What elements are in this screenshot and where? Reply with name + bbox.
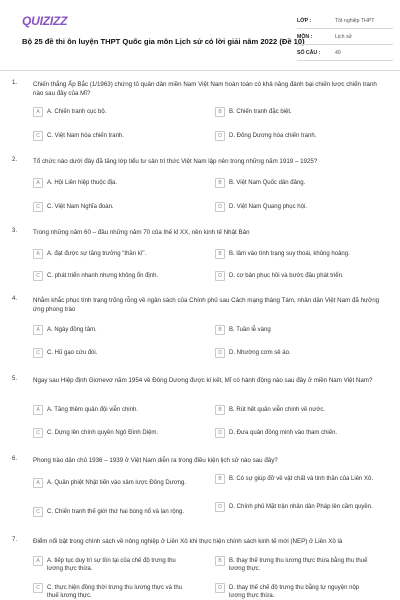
option-a[interactable]	[33, 557, 193, 573]
option-letter-box: D	[215, 502, 225, 512]
option-text: A. đạt được sự tăng trưởng "thần kì".	[47, 251, 147, 257]
option-c[interactable]	[33, 272, 193, 281]
option-b[interactable]	[215, 179, 375, 188]
meta-label: MÔN :	[297, 33, 313, 40]
option-text: D. Nhường cơm sẻ áo.	[229, 350, 291, 356]
option-d[interactable]	[215, 272, 375, 281]
option-a[interactable]	[33, 326, 193, 335]
option-letter-box: D	[215, 428, 225, 438]
option-letter-box: C	[33, 583, 43, 593]
question-text: Chiến thắng Ấp Bắc (1/1963) chứng tỏ quân dân miền Nam Việt Nam hoàn toàn có khả năng đánh bại chiến lược chiến tranh nào sau đây của Mĩ?	[33, 81, 377, 97]
question-text: Phong trào dân chủ 1936 – 1939 ở Việt Nam diễn ra trong điều kiện lịch sử nào sau đây?	[33, 457, 278, 464]
meta-row-question-count	[297, 45, 393, 61]
option-a[interactable]	[33, 406, 193, 415]
option-letter-box: B	[215, 249, 225, 259]
header	[0, 0, 400, 70]
option-letter-box: C	[33, 348, 43, 358]
option-b[interactable]	[215, 475, 375, 484]
option-a[interactable]	[33, 108, 193, 117]
option-text: C. Chiến tranh thế giới thứ hai bùng nổ và lan rộng.	[47, 509, 185, 515]
option-letter-box: A	[33, 178, 43, 188]
option-letter-box: D	[215, 271, 225, 281]
option-text: B. lâm vào tình trạng suy thoái, khủng hoảng.	[229, 251, 350, 257]
question-number: 4.	[12, 296, 18, 302]
option-text: C. phát triển nhanh nhưng không ổn định.	[47, 273, 159, 279]
option-text: D. Đưa quân đồng minh vào tham chiến.	[229, 430, 338, 436]
option-text: A. Hội Liên hiệp thuộc địa.	[47, 180, 118, 186]
question-number: 7.	[12, 537, 18, 543]
option-text: B. Tuần lễ vàng	[229, 327, 271, 333]
option-d[interactable]	[215, 349, 375, 358]
question-text: Tổ chức nào dưới đây đã tăng lớp tiểu tư sản trí thức Việt Nam lập nên trong những năm 1919 – 1925?	[33, 158, 318, 165]
option-text: A. Ngày đồng tâm.	[47, 327, 97, 333]
option-letter-box: C	[33, 202, 43, 212]
option-b[interactable]	[215, 406, 375, 415]
meta-label: LỚP :	[297, 17, 312, 24]
option-b[interactable]	[215, 250, 375, 259]
option-text: A. tiếp tục duy trì sự tồn tại của chế độ trưng thu lương thực thừa.	[47, 558, 176, 572]
option-d[interactable]	[215, 503, 375, 512]
option-text: C. Việt Nam Nghĩa đoàn.	[47, 204, 114, 210]
option-letter-box: D	[215, 583, 225, 593]
meta-value: Lịch sử	[335, 33, 353, 40]
option-d[interactable]	[215, 203, 375, 212]
question-number: 5.	[12, 376, 18, 382]
option-b[interactable]	[215, 326, 375, 335]
option-c[interactable]	[33, 203, 193, 212]
option-letter-box: C	[33, 131, 43, 141]
option-d[interactable]	[215, 429, 375, 438]
meta-row-class	[297, 13, 393, 29]
document-title: Bộ 25 đề thi ôn luyện THPT Quốc gia môn Lịch sử có lời giải năm 2022 (Đề 10)	[22, 37, 305, 46]
header-divider	[0, 70, 400, 71]
option-letter-box: C	[33, 271, 43, 281]
option-text: A. Chiến tranh cục bộ.	[47, 109, 107, 115]
option-text: C. Hũ gạo cứu đói.	[47, 350, 98, 356]
option-c[interactable]	[33, 584, 193, 600]
question-text: Ngay sau Hiệp định Giơnevơ năm 1954 về Đông Dương được kí kết, Mĩ có hành động nào sau đây ở miền Nam Việt Nam?	[33, 377, 373, 384]
option-text: D. Chính phủ Mặt trận nhân dân Pháp lên cầm quyền.	[229, 504, 373, 510]
option-letter-box: A	[33, 478, 43, 488]
option-text: D. Đông Dương hóa chiến tranh.	[229, 133, 317, 139]
question-number: 3.	[12, 228, 18, 234]
question-text: Trong những năm 60 – đầu những năm 70 của thế kỉ XX, nền kinh tế Nhật Bản	[33, 229, 250, 236]
meta-row-subject	[297, 29, 393, 45]
option-letter-box: A	[33, 405, 43, 415]
quizizz-logo: QUIZIZZ	[22, 14, 68, 28]
option-text: C. thực hiện đồng thời trưng thu lương thực và thu thuế lương thực.	[47, 585, 183, 599]
option-a[interactable]	[33, 479, 193, 488]
option-letter-box: A	[33, 249, 43, 259]
meta-panel	[297, 13, 393, 61]
question-number: 1.	[12, 80, 18, 86]
option-text: C. Việt Nam hóa chiến tranh.	[47, 133, 124, 139]
option-d[interactable]	[215, 584, 375, 600]
option-text: D. Việt Nam Quang phục hội.	[229, 204, 307, 210]
question-number: 2.	[12, 157, 18, 163]
option-d[interactable]	[215, 132, 375, 141]
question-text: Nhằm khắc phục tình trạng trống rỗng về ngân sách của Chính phủ sau Cách mạng tháng Tám, nhân dân Việt Nam đã hưởng ứng phong trào	[33, 297, 380, 313]
meta-value: Tốt nghiệp THPT	[335, 17, 375, 24]
option-letter-box: D	[215, 348, 225, 358]
option-letter-box: D	[215, 131, 225, 141]
option-a[interactable]	[33, 179, 193, 188]
option-b[interactable]	[215, 108, 375, 117]
option-text: D. cơ bản phục hồi và bước đầu phát triển.	[229, 273, 344, 279]
option-text: B. Việt Nam Quốc dân đảng.	[229, 180, 306, 186]
option-c[interactable]	[33, 429, 193, 438]
option-text: B. Chiến tranh đặc biệt.	[229, 109, 292, 115]
question-number: 6.	[12, 456, 18, 462]
option-text: C. Dựng lên chính quyền Ngô Đình Diệm.	[47, 430, 159, 436]
option-text: D. thay thế chế độ trưng thu bằng tự nguyện nộp lương thực thừa.	[229, 585, 360, 599]
option-text: B. thay thế trưng thu lương thực thừa bằng thu thuế lương thực.	[229, 558, 368, 572]
option-letter-box: D	[215, 202, 225, 212]
option-letter-box: A	[33, 556, 43, 566]
option-letter-box: C	[33, 428, 43, 438]
option-letter-box: B	[215, 325, 225, 335]
option-c[interactable]	[33, 132, 193, 141]
option-letter-box: B	[215, 556, 225, 566]
option-letter-box: A	[33, 325, 43, 335]
meta-value: 40	[335, 49, 341, 56]
question-text: Điểm nổi bật trong chính sách về nông nghiệp ở Liên Xô khi thực hiện chính sách kinh tế mới (NEP) ở Liên Xô là	[33, 538, 343, 545]
option-letter-box: A	[33, 107, 43, 117]
option-text: B. Rút hết quân viễn chinh về nước.	[229, 407, 326, 413]
option-a[interactable]	[33, 250, 193, 259]
option-letter-box: B	[215, 474, 225, 484]
option-letter-box: B	[215, 107, 225, 117]
option-text: B. Có sự giúp đỡ về vật chất và tinh thần của Liên Xô.	[229, 476, 374, 482]
option-c[interactable]	[33, 508, 193, 517]
option-letter-box: C	[33, 507, 43, 517]
meta-label: SỐ CÂU :	[297, 49, 321, 56]
option-text: A. Quân phiệt Nhật tiến vào xâm lược Đông Dương.	[47, 480, 186, 486]
option-letter-box: B	[215, 405, 225, 415]
option-b[interactable]	[215, 557, 375, 573]
option-letter-box: B	[215, 178, 225, 188]
option-c[interactable]	[33, 349, 193, 358]
option-text: A. Tăng thêm quân đội viễn chinh.	[47, 407, 138, 413]
